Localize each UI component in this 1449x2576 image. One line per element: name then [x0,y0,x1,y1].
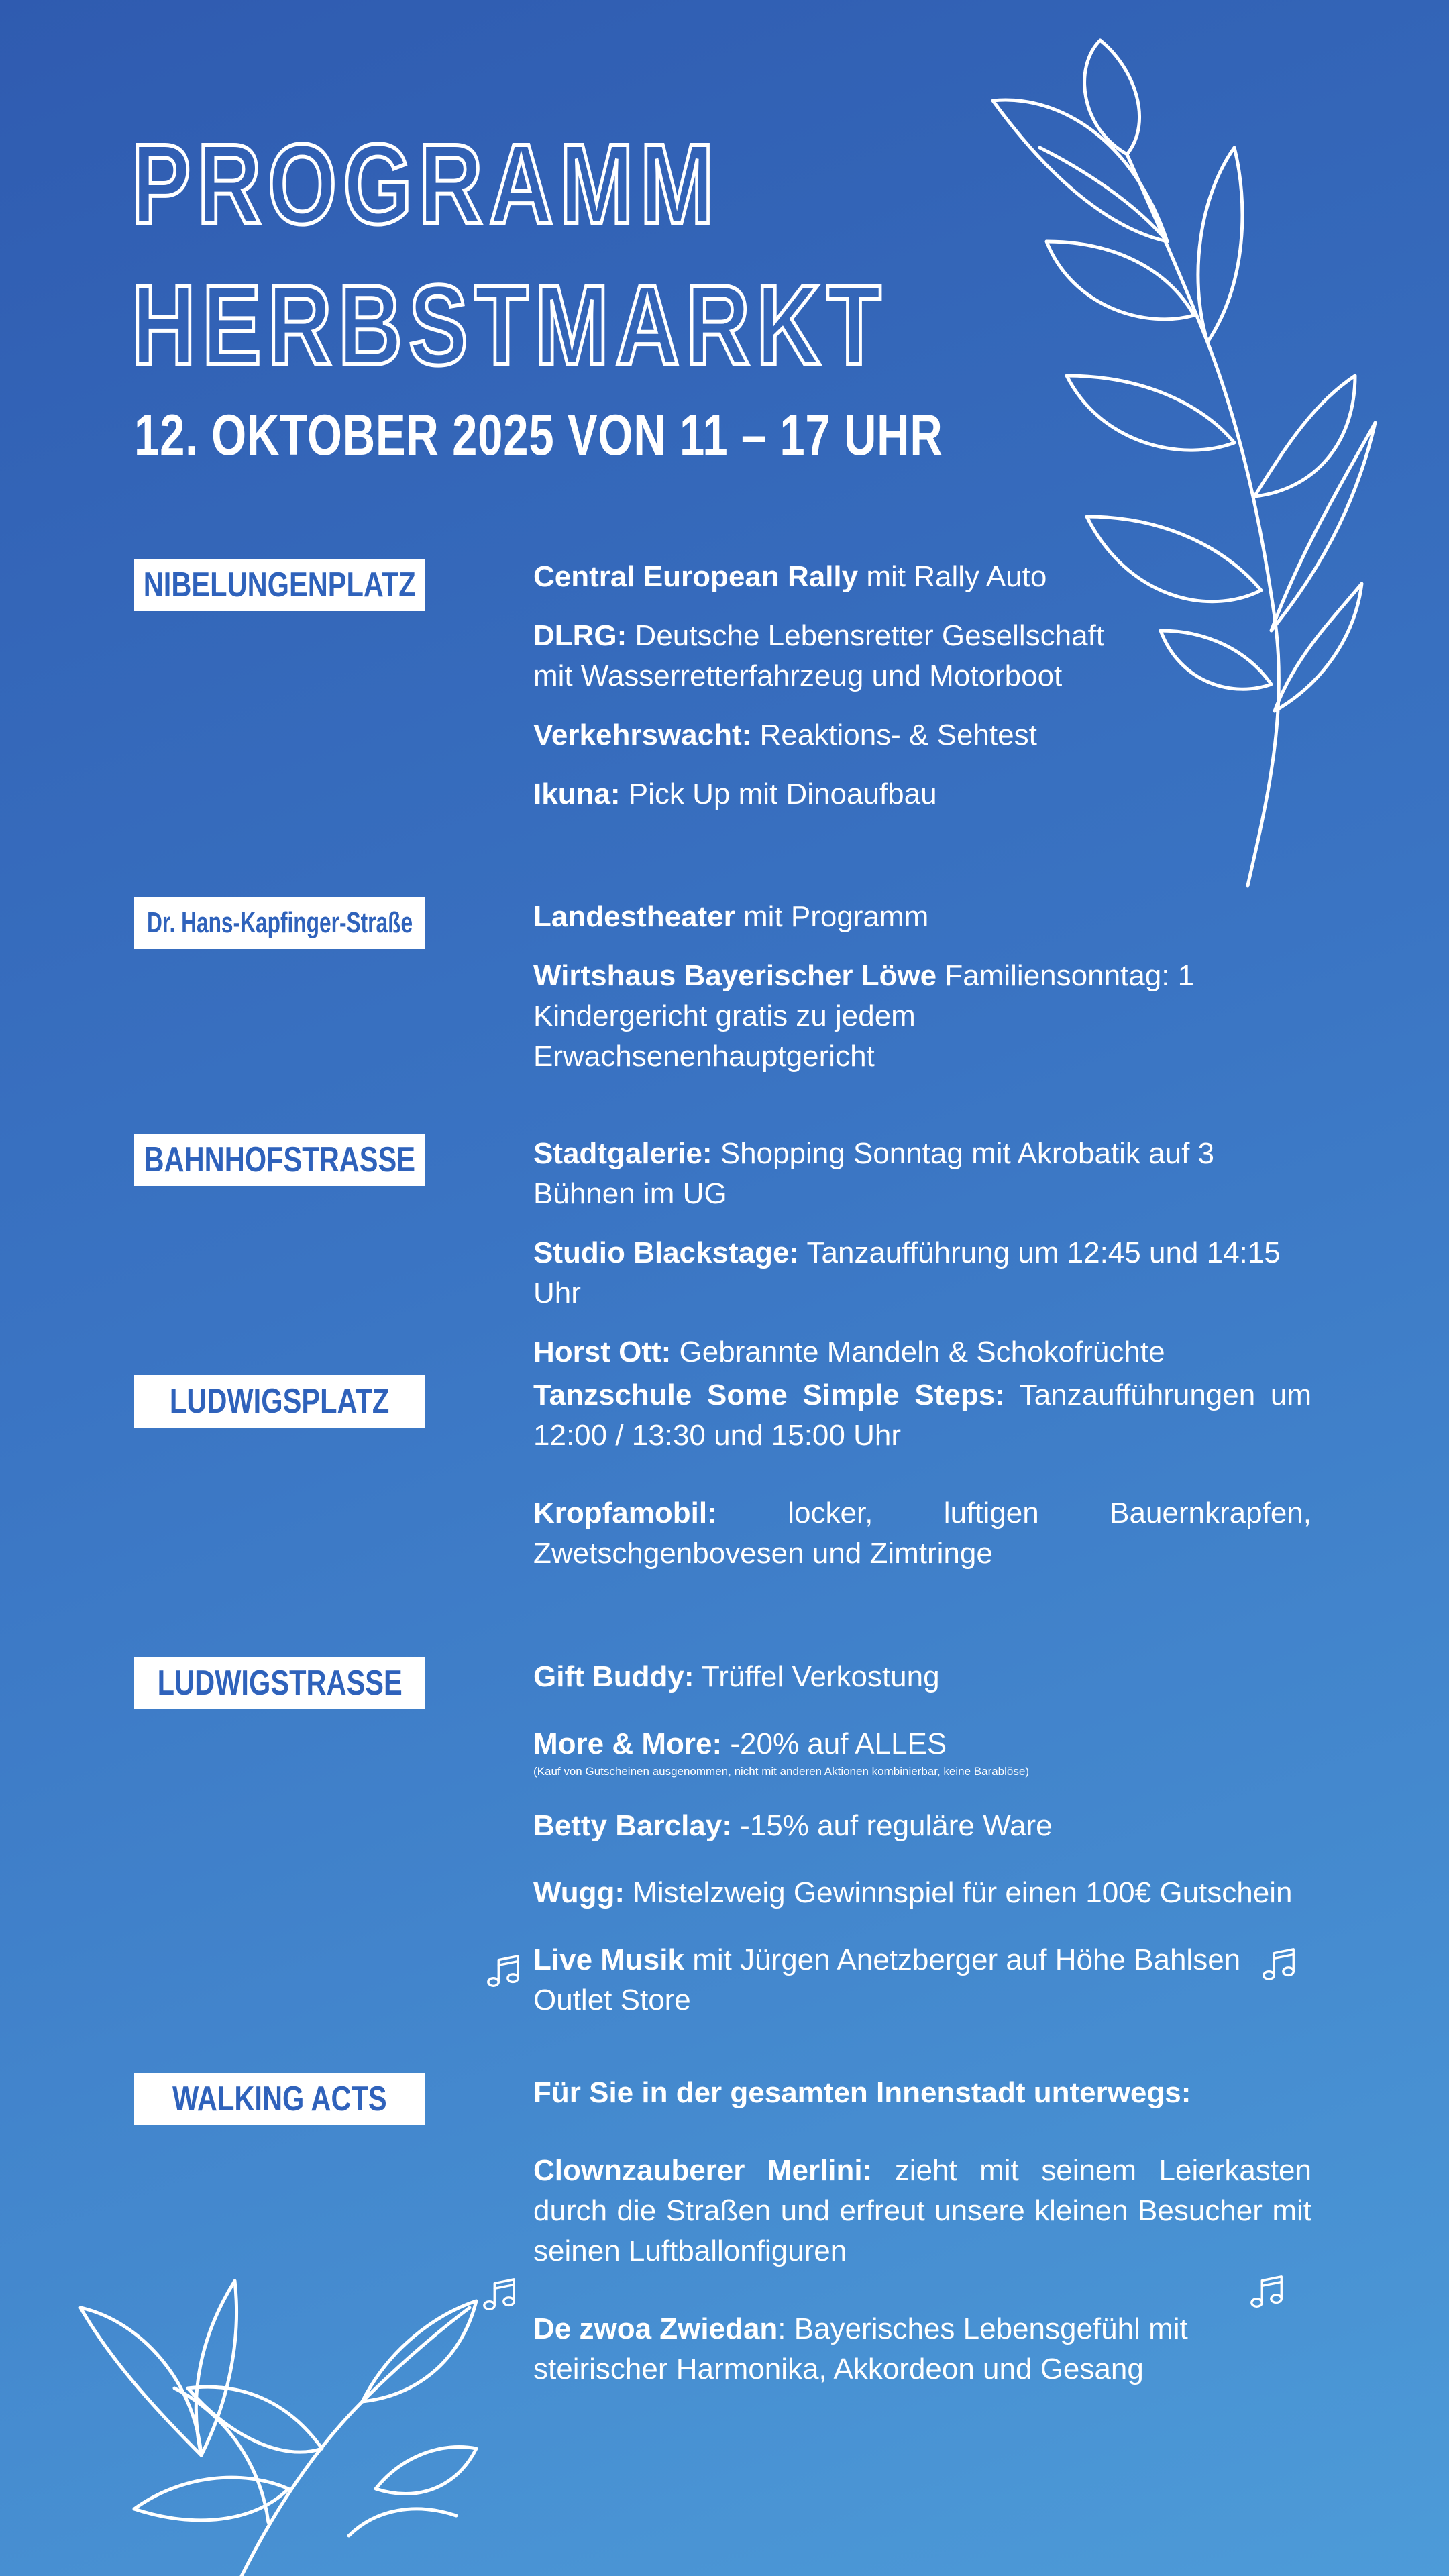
list-item: Horst Ott: Gebrannte Mandeln & Schokofrüchte [533,1336,1165,1368]
list-item: Für Sie in der gesamten Innenstadt unterwegs: [533,2076,1191,2109]
list-item: Central European Rally mit Rally Auto [533,560,1047,593]
item-list [533,1134,1311,1373]
location-label: WALKING ACTS [134,2073,425,2125]
list-item: Studio Blackstage: Tanzaufführung um 12:45 und 14:15 Uhr [533,1236,1281,1309]
leaf-branch-icon [67,2267,483,2576]
item-list [533,2073,1311,2390]
list-item: Wugg: Mistelzweig Gewinnspiel für einen 100€ Gutschein [533,1876,1293,1909]
event-date: 12. OKTOBER 2025 VON 11 – 17 UHR [134,403,943,468]
item-list [533,1657,1311,2021]
item-list [533,557,1311,814]
list-item: Gift Buddy: Trüffel Verkostung [533,1660,940,1693]
location-label: LUDWIGSPLATZ [134,1375,425,1428]
list-item: Ikuna: Pick Up mit Dinoaufbau [533,777,937,810]
location-label: LUDWIGSTRASSE [134,1657,425,1709]
page-title [131,114,888,396]
list-item: Wirtshaus Bayerischer Löwe Familiensonntag: 1 Kindergericht gratis zu jedem Erwachsenenhauptgericht [533,959,1195,1073]
disclaimer-note: (Kauf von Gutscheinen ausgenommen, nicht mit anderen Aktionen kombinierbar, keine Barablöse) [533,1765,1029,1778]
list-item: Clownzauberer Merlini: zieht mit seinem Leierkasten durch die Straßen und erfreut unsere kleinen Besucher mit seinen Luftballonfiguren [533,2154,1311,2267]
list-item: De zwoa Zwiedan: Bayerisches Lebensgefühl mit steirischer Harmonika, Akkordeon und Gesang [533,2312,1188,2385]
music-note-icon [484,1952,523,1991]
list-item: Betty Barclay: -15% auf reguläre Ware [533,1809,1053,1842]
list-item: Landestheater mit Programm [533,900,929,933]
list-item: Verkehrswacht: Reaktions- & Sehtest [533,718,1037,751]
location-label: NIBELUNGENPLATZ [134,559,425,611]
music-note-icon [480,2275,519,2314]
music-note-icon [1248,2273,1287,2312]
list-item: More & More: -20% auf ALLES (Kauf von Gutscheinen ausgenommen, nicht mit anderen Aktionen kombinierbar, keine Barablöse) [533,1724,1311,1779]
list-item: Tanzschule Some Simple Steps: Tanzaufführungen um 12:00 / 13:30 und 15:00 Uhr [533,1379,1311,1452]
list-item: Kropfamobil: locker, luftigen Bauernkrapfen, Zwetschgenbovesen und Zimtringe [533,1497,1311,1570]
list-item: DLRG: Deutsche Lebensretter Gesellschaft mit Wasserretterfahrzeug und Motorboot [533,619,1105,692]
title-line-2: HERBSTMARKT [131,262,888,389]
location-label: Dr. Hans-Kapfinger-Straße [134,897,425,949]
item-list [533,1375,1311,1574]
title-line-1: PROGRAMM [131,121,720,248]
list-item: Live Musik mit Jürgen Anetzberger auf Höhe Bahlsen Outlet Store [533,1943,1241,2017]
location-label: BAHNHOFSTRASSE [134,1134,425,1186]
music-note-icon [1260,1945,1299,1984]
item-list [533,897,1311,1077]
list-item: Stadtgalerie: Shopping Sonntag mit Akrobatik auf 3 Bühnen im UG [533,1137,1215,1210]
